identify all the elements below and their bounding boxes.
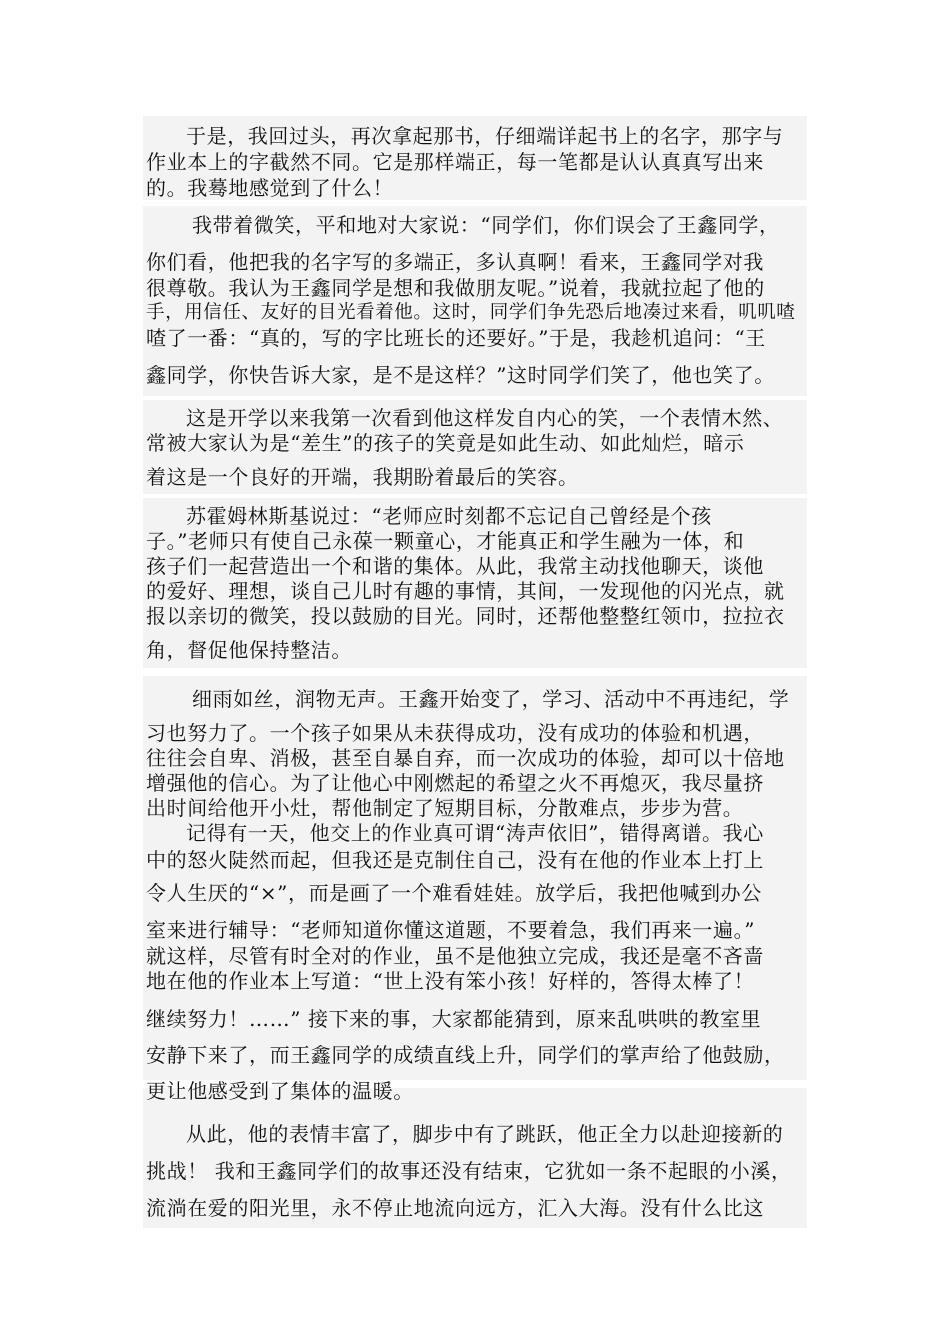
text-line: 手，用信任、友好的目光看着他。这时，同学们争先恐后地凑过来看，叽叽喳 [146, 302, 796, 323]
text-line: 安静下来了，而王鑫同学的成绩直线上升，同学们的掌声给了他鼓励， [146, 1043, 785, 1067]
text-line: 增强他的信心。为了让他心中刚燃起的希望之火不再熄灭，我尽量挤 [146, 771, 764, 795]
text-line: 中的怒火陡然而起，但我还是克制住自己，没有在他的作业本上打上 [146, 848, 764, 872]
text-line: 我带着微笑，平和地对大家说：“同学们，你们误会了王鑫同学， [192, 213, 780, 237]
text-line: 继续努力！……” 接下来的事，大家都能猜到，原来乱哄哄的教室里 [146, 1007, 762, 1031]
text-line: 出时间给他开小灶，帮他制定了短期目标，分散难点，步步为营。 [146, 796, 744, 820]
text-line: 习也努力了。一个孩子如果从未获得成功，没有成功的体验和机遇， [146, 721, 764, 745]
text-line: 流淌在爱的阳光里，永不停止地流向远方，汇入大海。没有什么比这 [146, 1196, 764, 1220]
text-line: 的。我蓦地感觉到了什么！ [146, 176, 394, 200]
text-line: 作业本上的字截然不同。它是那样端正，每一笔都是认认真真写出来 [146, 150, 764, 174]
text-line: 记得有一天，他交上的作业真可谓“涛声依旧”，错得离谱。我心 [186, 821, 764, 845]
text-line: 往往会自卑、消极，甚至自暴自弃，而一次成功的体验，却可以十倍地 [146, 746, 785, 770]
text-line: 鑫同学，你快告诉大家，是不是这样？”这时同学们笑了，他也笑了。 [146, 363, 775, 387]
text-line: 就这样，尽管有时全对的作业，虽不是他独立完成，我还是毫不吝啬 [146, 944, 764, 968]
text-line: 很尊敬。我认为王鑫同学是想和我做朋友呢。”说着，我就拉起了他的 [146, 276, 765, 300]
text-line: 更让他感受到了集体的温暖。 [146, 1079, 414, 1103]
text-line: 角，督促他保持整洁。 [146, 638, 352, 662]
text-line: 于是，我回过头，再次拿起那书，仔细端详起书上的名字，那字与 [186, 124, 784, 148]
text-line: 苏霍姆林斯基说过：“老师应时刻都不忘记自己曾经是个孩 [186, 504, 712, 528]
text-line: 着这是一个良好的开端，我期盼着最后的笑容。 [146, 465, 579, 489]
text-line: 的爱好、理想，谈自己儿时有趣的事情，其间，一发现他的闪光点，就 [146, 579, 785, 603]
text-line: 地在他的作业本上写道：“世上没有笨小孩！好样的，答得太棒了！ [146, 969, 755, 993]
text-line: 从此，他的表情丰富了，脚步中有了跳跃，他正全力以赴迎接新的 [186, 1122, 784, 1146]
text-line: 常被大家认为是“差生”的孩子的笑竟是如此生动、如此灿烂，暗示 [146, 431, 745, 455]
text-line: 子。”老师只有使自己永葆一颗童心，才能真正和学生融为一体，和 [146, 529, 745, 553]
text-line: 你们看，他把我的名字写的多端正，多认真啊！看来，王鑫同学对我 [146, 250, 764, 274]
text-line: 喳了一番：“真的，写的字比班长的还要好。”于是，我趁机追问：“王 [146, 326, 766, 350]
text-line: 孩子们一起营造出一个和谐的集体。从此，我常主动找他聊天，谈他 [146, 554, 764, 578]
text-line: 这是开学以来我第一次看到他这样发自内心的笑，一个表情木然、 [186, 406, 784, 430]
text-line: 报以亲切的微笑，投以鼓励的目光。同时，还帮他整整红领巾，拉拉衣 [146, 604, 785, 628]
text-line: 细雨如丝，润物无声。王鑫开始变了，学习、活动中不再违纪，学 [192, 687, 790, 711]
text-line: 挑战！ 我和王鑫同学们的故事还没有结束，它犹如一条不起眼的小溪， [146, 1159, 792, 1183]
text-line: 室来进行辅导：“老师知道你懂这道题，不要着急，我们再来一遍。” [146, 918, 756, 942]
text-line: 令人生厌的“×”，而是画了一个难看娃娃。放学后，我把他喊到办公 [146, 881, 762, 905]
